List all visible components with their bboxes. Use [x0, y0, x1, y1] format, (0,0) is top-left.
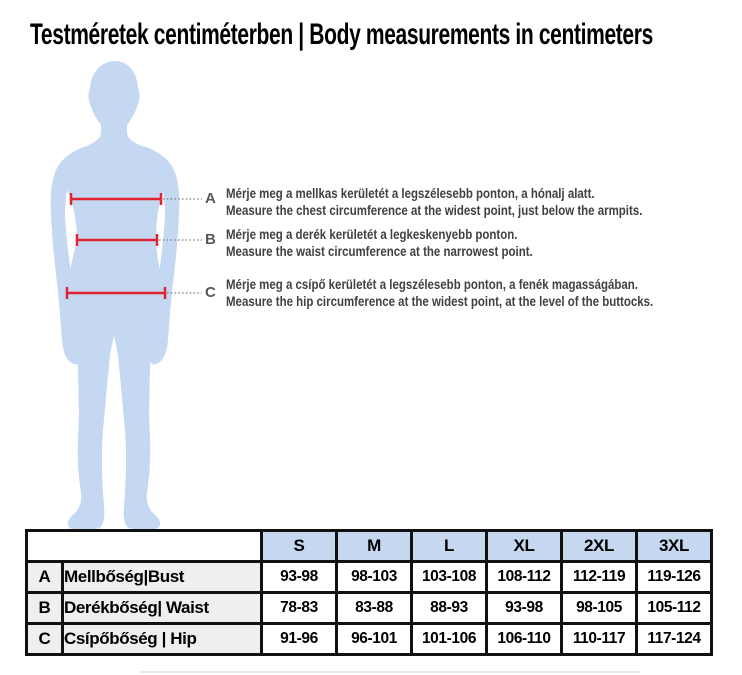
bust-value-2xl: 112-119 — [562, 562, 637, 593]
hip-value-s: 91-96 — [262, 624, 337, 655]
waist-value-3xl: 105-112 — [637, 593, 712, 624]
row-key-bust: A — [27, 562, 63, 593]
bust-value-l: 103-108 — [412, 562, 487, 593]
waist-value-xl: 93-98 — [487, 593, 562, 624]
size-header-l: L — [412, 531, 487, 562]
row-key-waist: B — [27, 593, 63, 624]
hip-measurement-description — [226, 277, 742, 310]
waist-value-m: 83-88 — [337, 593, 412, 624]
hip-value-xl: 106-110 — [487, 624, 562, 655]
table-row-hip — [27, 624, 712, 655]
chest-measurement-description — [226, 186, 742, 219]
waist-description-hu: Mérje meg a derék kerületét a legkeskenyebb ponton. — [226, 227, 518, 242]
size-header-xl: XL — [487, 531, 562, 562]
waist-value-l: 88-93 — [412, 593, 487, 624]
body-silhouette — [62, 61, 168, 530]
waist-value-2xl: 98-105 — [562, 593, 637, 624]
waist-value-s: 78-83 — [262, 593, 337, 624]
marker-label-hip: C — [205, 284, 216, 301]
row-label-hip: Csípőbőség | Hip — [63, 624, 262, 655]
row-label-waist: Derékbőség| Waist — [63, 593, 262, 624]
waist-measurement-description — [226, 227, 742, 260]
hip-description-hu: Mérje meg a csípő kerületét a legszélesebb ponton, a fenék magasságában. — [226, 277, 638, 292]
chest-description-hu: Mérje meg a mellkas kerületét a legszélesebb ponton, a hónalj alatt. — [226, 186, 595, 201]
bust-value-3xl: 119-126 — [637, 562, 712, 593]
size-header-m: M — [337, 531, 412, 562]
marker-label-chest: A — [205, 190, 216, 207]
bust-value-s: 93-98 — [262, 562, 337, 593]
row-label-bust: Mellbőség|Bust — [63, 562, 262, 593]
hip-value-3xl: 117-124 — [637, 624, 712, 655]
table-row-bust — [27, 562, 712, 593]
bust-value-m: 98-103 — [337, 562, 412, 593]
waist-description-en: Measure the waist circumference at the narrowest point. — [226, 243, 533, 259]
size-table — [25, 529, 713, 656]
size-header-2xl: 2XL — [562, 531, 637, 562]
table-row-waist — [27, 593, 712, 624]
cutoff-divider — [140, 671, 640, 673]
chest-description-en: Measure the chest circumference at the widest point, just below the armpits. — [226, 202, 643, 218]
size-header-s: S — [262, 531, 337, 562]
hip-value-l: 101-106 — [412, 624, 487, 655]
marker-label-waist: B — [205, 231, 216, 248]
hip-value-2xl: 110-117 — [562, 624, 637, 655]
page-title-text: Testméretek centiméterben | Body measurements in centimeters — [30, 18, 653, 51]
size-table-header-spacer — [27, 531, 262, 562]
hip-value-m: 96-101 — [337, 624, 412, 655]
size-header-3xl: 3XL — [637, 531, 712, 562]
hip-description-en: Measure the hip circumference at the widest point, at the level of the buttocks. — [226, 293, 654, 309]
bust-value-xl: 108-112 — [487, 562, 562, 593]
size-table-header-row — [27, 531, 712, 562]
row-key-hip: C — [27, 624, 63, 655]
